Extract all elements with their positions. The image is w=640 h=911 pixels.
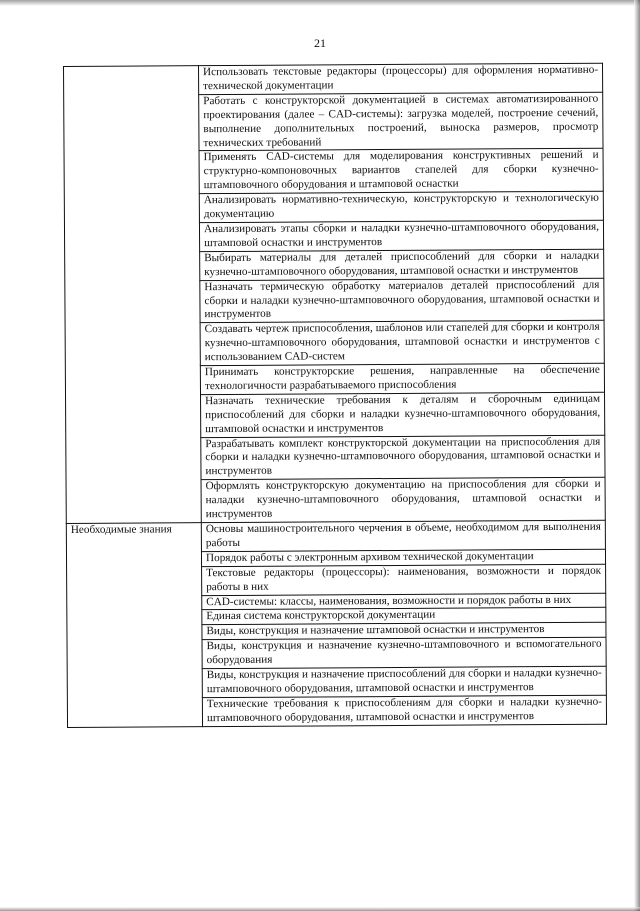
requirement-item: Выбирать материалы для деталей приспособлений для сборки и наладки кузнечно-штамповочного оборудования, штамповой оснастки и инструментов: [200, 249, 604, 280]
requirement-item: Применять CAD-системы для моделирования конструктивных решений и структурно-компоновочных вариантов стапелей для сборки кузнечно-штамповочного оборудования и штамповой оснастки: [199, 149, 603, 194]
requirement-item: Анализировать этапы сборки и наладки кузнечно-штамповочного оборудования, штамповой оснастки и инструментов: [199, 220, 603, 251]
section-label-cell: Необходимые знания: [66, 523, 202, 728]
requirement-item: Оформлять конструкторскую документацию на приспособления для сборки и наладки кузнечно-штамповочного оборудования, штамповой оснастки и инструментов: [201, 477, 605, 522]
requirements-table: [63, 63, 607, 728]
requirement-item: Назначать термическую обработку материалов деталей приспособлений для сборки и наладки кузнечно-штамповочного оборудования, штамповой оснастки и инструментов: [200, 278, 604, 323]
requirements-table-body: [64, 63, 607, 727]
table-row: [64, 63, 603, 95]
scan-shadow-top: [0, 0, 640, 6]
requirement-item: Назначать технические требования к деталям и сборочным единицам приспособлений для сборки и наладки кузнечно-штамповочного оборудования, штамповой оснастки и инструментов: [201, 392, 605, 437]
requirement-item: Виды, конструкция и назначение приспособлений для сборки и наладки кузнечно-штамповочного оборудования, штамповой оснастки и инструментов: [202, 666, 606, 697]
requirement-item: Виды, конструкция и назначение штамповой оснастки и инструментов: [202, 623, 606, 640]
requirement-item: Разрабатывать комплект конструкторской документации на приспособления для сборки и наладки кузнечно-штамповочного оборудования, штамповой оснастки и инструментов: [201, 435, 605, 480]
requirement-item: CAD-системы: классы, наименования, возможности и порядок работы в них: [202, 593, 606, 610]
requirement-item: Виды, конструкция и назначение кузнечно-штамповочного и вспомогательного оборудования: [202, 637, 606, 668]
requirement-item: Единая система конструкторской документации: [202, 608, 606, 625]
requirement-item: Основы машиностроительного черчения в объеме, необходимом для выполнения работы: [201, 520, 605, 551]
requirement-item: Текстовые редакторы (процессоры): наименования, возможности и порядок работы в них: [202, 564, 606, 595]
scan-shadow-bottom: [0, 907, 640, 911]
page-number: 21: [314, 36, 326, 50]
requirement-item: Порядок работы с электронным архивом технической документации: [201, 549, 605, 566]
table-row: [66, 520, 605, 552]
requirement-item: Анализировать нормативно-техническую, конструкторскую и технологическую документацию: [199, 191, 603, 222]
section-label-cell: [64, 66, 202, 524]
requirement-item: Принимать конструкторские решения, направленные на обеспечение технологичности разрабатываемого приспособления: [200, 363, 604, 394]
requirement-item: Создавать чертеж приспособления, шаблонов или стапелей для сборки и контроля кузнечно-штамповочного оборудования, штамповой оснастки и инструментов с использованием CAD-систем: [200, 321, 604, 366]
scan-shadow-right: [634, 0, 640, 911]
requirement-item: Работать с конструкторской документацией в системах автоматизированного проектирования (далее – CAD-системы): загрузка моделей, построение сечений, выполнение дополнительных построений, выноска размеров, просмотр технических требований: [199, 92, 603, 151]
requirement-item: Технические требования к приспособлениям для сборки и наладки кузнечно-штамповочного оборудования, штамповой оснастки и инструментов: [202, 695, 606, 726]
requirement-item: Использовать текстовые редакторы (процессоры) для оформления нормативно-технической документации: [199, 63, 603, 94]
